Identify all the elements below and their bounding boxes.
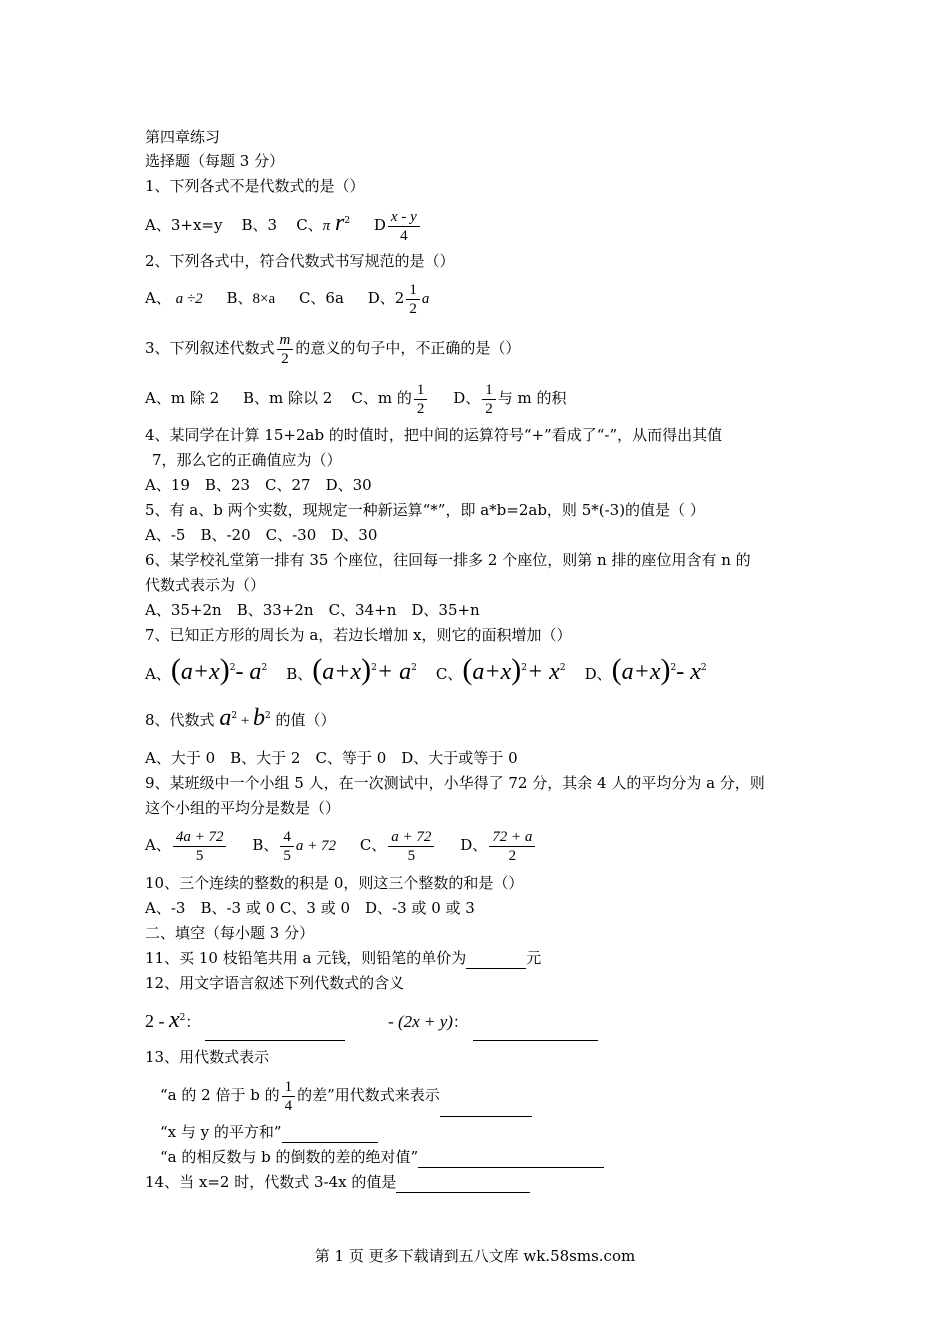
denominator: 2 xyxy=(489,846,535,865)
denominator: 2 xyxy=(414,399,428,418)
question-13-item-1 xyxy=(160,1074,532,1118)
denominator: 5 xyxy=(388,846,434,865)
numerator: 1 xyxy=(409,281,417,298)
var-r: r xyxy=(334,210,345,236)
stem-pre: 11、买 10 枝铅笔共用 a 元钱，则铅笔的单价为 xyxy=(145,949,467,967)
colon: ： xyxy=(185,1013,201,1031)
exponent: 2 xyxy=(344,216,351,226)
item-text: “a 的相反数与 b 的倒数的差的绝对值” xyxy=(160,1148,419,1166)
question-10-options: A、-3 B、-3 或 0 C、3 或 0 D、-3 或 0 或 3 xyxy=(145,899,475,917)
numerator: 1 xyxy=(284,1078,293,1095)
question-10-stem: 10、三个连续的整数的积是 0，则这三个整数的和是（） xyxy=(145,874,524,892)
option-d: D、 xyxy=(584,665,612,683)
question-1-options xyxy=(145,203,422,243)
question-6-line1: 6、某学校礼堂第一排有 35 个座位，往回每一排多 2 个座位，则第 n 排的座位用含有 n 的 xyxy=(145,551,751,569)
var: a xyxy=(421,291,430,307)
var-a: a xyxy=(219,705,232,731)
stem-post: 的意义的句子中，不正确的是（） xyxy=(295,339,521,357)
answer-blank[interactable] xyxy=(282,1122,378,1143)
fraction xyxy=(489,828,535,865)
item-pre: “a 的 2 倍于 b 的 xyxy=(160,1086,280,1104)
fraction xyxy=(482,381,496,418)
paren-close: ) xyxy=(511,653,522,686)
exponent: 2 xyxy=(229,663,236,673)
option-b: B、 xyxy=(286,665,313,683)
numerator: m xyxy=(279,331,291,348)
exponent: 2 xyxy=(670,663,677,673)
expr1-var: x xyxy=(169,1007,180,1033)
option-b: B、 xyxy=(226,289,253,307)
answer-blank[interactable] xyxy=(396,1172,530,1193)
paren-open: ( xyxy=(170,653,181,686)
question-2-options xyxy=(145,278,429,318)
question-9-line2: 这个小组的平均分是数是（） xyxy=(145,799,341,817)
question-12-exprs xyxy=(145,1002,598,1040)
exponent: 2 xyxy=(559,663,566,673)
option-a: A、m 除 2 xyxy=(145,389,220,407)
stem-post: 的值（） xyxy=(275,711,336,729)
answer-blank-2[interactable] xyxy=(473,1004,598,1041)
option-a: A、 xyxy=(145,665,171,683)
plus-sign: + xyxy=(237,713,254,729)
question-7-stem: 7、已知正方形的周长为 a，若边长增加 x，则它的面积增加（） xyxy=(145,626,572,644)
option-c: C、 xyxy=(359,836,387,854)
fraction xyxy=(406,281,420,318)
exponent: 2 xyxy=(700,663,707,673)
paren-open: ( xyxy=(611,653,622,686)
exponent: 2 xyxy=(371,663,377,673)
base: a+x xyxy=(180,659,220,685)
question-11 xyxy=(145,948,541,969)
question-4-options: A、19 B、23 C、27 D、30 xyxy=(145,476,372,494)
stem-post: 元 xyxy=(526,949,542,967)
section-heading-choice: 选择题（每题 3 分） xyxy=(145,152,285,170)
fraction xyxy=(277,331,294,368)
question-5-stem: 5、有 a、b 两个实数，现规定一种新运算“*”，即 a*b=2ab，则 5*(-3)的值是（ ） xyxy=(145,501,705,519)
denominator: 2 xyxy=(277,349,294,368)
tail: - a xyxy=(235,659,262,685)
exponent: 2 xyxy=(265,711,271,721)
numerator: 1 xyxy=(485,381,493,398)
option-d: D xyxy=(373,216,386,234)
option-b: B、m 除以 2 xyxy=(242,389,333,407)
question-4-line1: 4、某同学在计算 15+2ab 的时值时，把中间的运算符号“+”看成了“-”，从而得出其值 xyxy=(145,426,723,444)
exponent: 2 xyxy=(411,663,417,673)
var-b: b xyxy=(253,705,266,731)
expr: a + 72 xyxy=(295,838,336,854)
fraction xyxy=(388,828,434,865)
expr: a ÷2 xyxy=(175,291,203,307)
question-13-stem: 13、用代数式表示 xyxy=(145,1048,270,1066)
question-14 xyxy=(145,1172,530,1193)
page-footer: 第 1 页 更多下载请到五八文库 wk.58sms.com xyxy=(314,1247,636,1265)
tail: + x xyxy=(526,659,560,685)
question-3-options xyxy=(145,377,567,419)
question-13-item-3 xyxy=(160,1147,604,1168)
exponent: 2 xyxy=(261,663,268,673)
option-d: D、2 xyxy=(367,289,405,307)
numerator: a + 72 xyxy=(391,828,432,845)
question-4-line2: 7，那么它的正确值应为（） xyxy=(152,451,342,469)
question-1-stem: 1、下列各式不是代数式的是（） xyxy=(145,177,365,195)
section-heading-fill: 二、填空（每小题 3 分） xyxy=(145,924,315,942)
question-12-stem: 12、用文字语言叙述下列代数式的含义 xyxy=(145,974,405,992)
option-d: D、 xyxy=(460,836,488,854)
denominator: 4 xyxy=(388,226,420,245)
denominator: 5 xyxy=(173,846,227,865)
answer-blank-1[interactable] xyxy=(205,1004,345,1041)
denominator: 4 xyxy=(282,1096,296,1115)
exponent: 2 xyxy=(231,711,238,721)
option-c: C、m 的 xyxy=(351,389,412,407)
tail: - x xyxy=(676,659,701,685)
numerator: 4 xyxy=(283,828,291,845)
question-3-stem xyxy=(145,327,520,369)
question-8-stem xyxy=(145,700,336,738)
option-a: A、 xyxy=(145,289,171,307)
fraction xyxy=(388,208,420,245)
paren-open: ( xyxy=(462,653,473,686)
item-text: “x 与 y 的平方和” xyxy=(160,1123,282,1141)
question-2-stem: 2、下列各式中，符合代数式书写规范的是（） xyxy=(145,252,455,270)
fraction xyxy=(282,1078,296,1115)
denominator: 2 xyxy=(406,299,420,318)
tail: + a xyxy=(376,659,412,685)
item-post: 的差”用代数式来表示 xyxy=(297,1086,440,1104)
option-c: C、 xyxy=(435,665,463,683)
exponent: 2 xyxy=(179,1013,186,1023)
expr2: - (2x + y) xyxy=(388,1012,453,1031)
question-6-options: A、35+2n B、33+2n C、34+n D、35+n xyxy=(145,601,480,619)
option-c: C、6a xyxy=(298,289,344,307)
question-8-options: A、大于 0 B、大于 2 C、等于 0 D、大于或等于 0 xyxy=(145,749,518,767)
stem-pre: 14、当 x=2 时，代数式 3-4x 的值是 xyxy=(145,1173,397,1191)
base: a+x xyxy=(322,659,362,685)
denominator: 5 xyxy=(280,846,294,865)
question-6-line2: 代数式表示为（） xyxy=(145,576,266,594)
option-a: A、3+x=y xyxy=(145,216,223,234)
numerator: 4a + 72 xyxy=(175,828,224,845)
numerator: 72 + a xyxy=(492,828,533,845)
fraction xyxy=(173,828,227,865)
option-c: C、 xyxy=(296,216,323,234)
paren-close: ) xyxy=(219,653,230,686)
question-9-options xyxy=(145,823,537,869)
paren-close: ) xyxy=(361,653,372,686)
expr1-pre: 2 - xyxy=(145,1011,169,1031)
question-7-options xyxy=(145,650,707,692)
page-title: 第四章练习 xyxy=(145,128,221,146)
exponent: 2 xyxy=(521,663,527,673)
question-5-options: A、-5 B、-20 C、-30 D、30 xyxy=(145,526,378,544)
question-13-item-2 xyxy=(160,1122,378,1143)
answer-blank[interactable] xyxy=(466,948,526,969)
option-a: A、 xyxy=(145,836,171,854)
numerator: 1 xyxy=(416,381,425,398)
option-d-post: 与 m 的积 xyxy=(497,389,567,407)
fraction xyxy=(414,381,428,418)
question-9-line1: 9、某班级中一个小组 5 人，在一次测试中，小华得了 72 分，其余 4 人的平均分为 a 分，则 xyxy=(145,774,765,792)
colon: ： xyxy=(452,1013,468,1031)
stem-pre: 8、代数式 xyxy=(145,711,215,729)
option-b: B、 xyxy=(252,836,279,854)
option-b: B、3 xyxy=(241,216,278,234)
numerator: x - y xyxy=(390,208,417,225)
pi-symbol: π xyxy=(322,218,331,234)
fraction xyxy=(280,828,294,865)
answer-blank[interactable] xyxy=(440,1074,532,1117)
paren-close: ) xyxy=(660,653,671,686)
expr: 8×a xyxy=(252,291,276,307)
paren-open: ( xyxy=(312,653,323,686)
base: a+x xyxy=(621,659,661,685)
stem-pre: 3、下列叙述代数式 xyxy=(145,339,275,357)
denominator: 2 xyxy=(482,399,496,418)
base: a+x xyxy=(472,659,512,685)
answer-blank[interactable] xyxy=(418,1147,604,1168)
option-d: D、 xyxy=(453,389,481,407)
